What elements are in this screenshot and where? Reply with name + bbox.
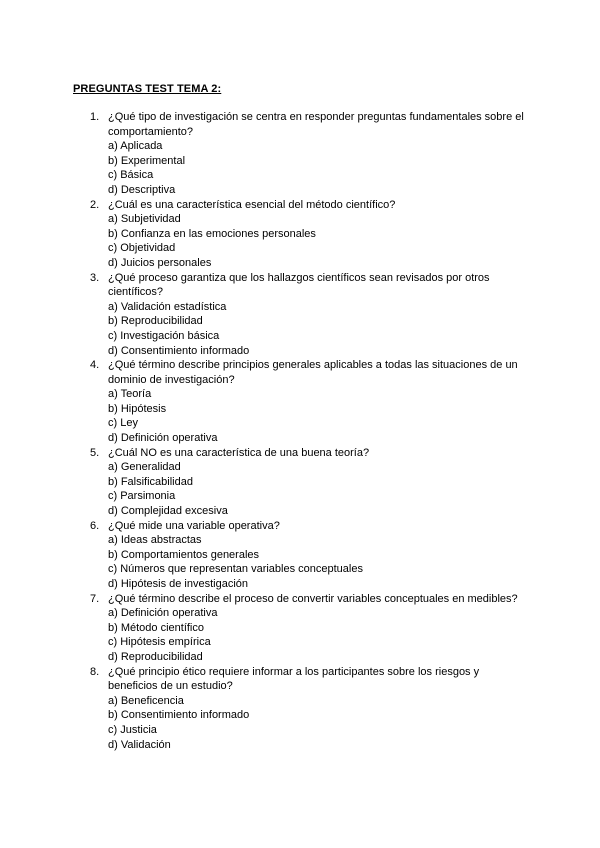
answer-option: d) Descriptiva (108, 183, 176, 196)
answer-options (108, 212, 530, 270)
question-6 (0, 519, 600, 592)
question-number: 8. (90, 665, 100, 678)
question-7 (0, 592, 600, 665)
question-number: 2. (90, 198, 100, 211)
answer-options (108, 533, 530, 591)
answer-option: d) Hipótesis de investigación (108, 578, 249, 590)
answer-option: b) Comportamientos generales (108, 548, 260, 561)
question-number: 3. (90, 271, 100, 284)
answer-option: c) Números que representan variables conceptuales (108, 563, 363, 576)
question-5 (0, 446, 600, 519)
answer-options (108, 460, 530, 518)
answer-option: b) Consentimiento informado (108, 709, 250, 722)
answer-option: b) Método científico (108, 621, 204, 634)
answer-option: a) Subjetividad (108, 213, 181, 226)
answer-option: a) Teoría (108, 388, 152, 401)
answer-option: b) Falsificabilidad (108, 475, 193, 488)
question-2 (0, 198, 600, 271)
answer-option: c) Objetividad (108, 242, 176, 255)
answer-option: c) Ley (108, 417, 138, 430)
answer-option: d) Definición operativa (108, 432, 218, 445)
question-text: ¿Qué proceso garantiza que los hallazgos científicos sean revisados por otros científicos? (108, 271, 490, 299)
question-text: ¿Cuál es una característica esencial del método científico? (108, 198, 396, 211)
question-number: 5. (90, 446, 100, 459)
answer-option: d) Reproducibilidad (108, 650, 203, 663)
answer-options (108, 694, 530, 752)
question-list (0, 110, 600, 752)
answer-option: a) Ideas abstractas (108, 534, 202, 547)
answer-options (108, 139, 530, 197)
answer-option: c) Básica (108, 169, 154, 182)
question-4 (0, 358, 600, 446)
question-text: ¿Qué tipo de investigación se centra en responder preguntas fundamentales sobre el comportamiento? (108, 111, 524, 138)
question-1 (0, 110, 600, 198)
answer-option: b) Reproducibilidad (108, 315, 203, 328)
question-text: ¿Qué principio ético requiere informar a los participantes sobre los riesgos y beneficios de un estudio? (108, 665, 480, 693)
answer-option: b) Experimental (108, 154, 186, 167)
answer-option: a) Definición operativa (108, 607, 218, 620)
question-number: 6. (90, 519, 100, 532)
answer-option: d) Consentimiento informado (108, 344, 250, 357)
answer-option: a) Beneficencia (108, 694, 184, 707)
question-number: 7. (90, 592, 100, 605)
answer-options (108, 300, 530, 358)
answer-options (108, 606, 530, 664)
question-text: ¿Qué mide una variable operativa? (108, 519, 280, 532)
question-text: ¿Qué término describe principios generales aplicables a todas las situaciones de un dominio de investigación? (108, 359, 518, 386)
answer-option: a) Validación estadística (108, 300, 227, 313)
question-number: 1. (90, 111, 100, 123)
answer-option: d) Juicios personales (108, 256, 212, 269)
answer-option: c) Parsimonia (108, 490, 176, 503)
answer-option: d) Complejidad excesiva (108, 505, 228, 518)
answer-options (108, 387, 530, 445)
answer-option: b) Confianza en las emociones personales (108, 227, 316, 240)
answer-option: a) Aplicada (108, 140, 163, 153)
answer-option: d) Validación (108, 738, 171, 751)
answer-option: c) Investigación básica (108, 329, 220, 342)
question-8 (0, 665, 600, 753)
answer-option: a) Generalidad (108, 461, 181, 474)
question-number: 4. (90, 359, 100, 372)
answer-option: c) Hipótesis empírica (108, 636, 211, 649)
answer-option: c) Justicia (108, 723, 157, 736)
question-text: ¿Cuál NO es una característica de una buena teoría? (108, 446, 370, 459)
answer-option: b) Hipótesis (108, 402, 167, 415)
question-3 (0, 271, 600, 359)
question-text: ¿Qué término describe el proceso de convertir variables conceptuales en medibles? (108, 592, 518, 605)
document-title: PREGUNTAS TEST TEMA 2: (73, 83, 222, 95)
